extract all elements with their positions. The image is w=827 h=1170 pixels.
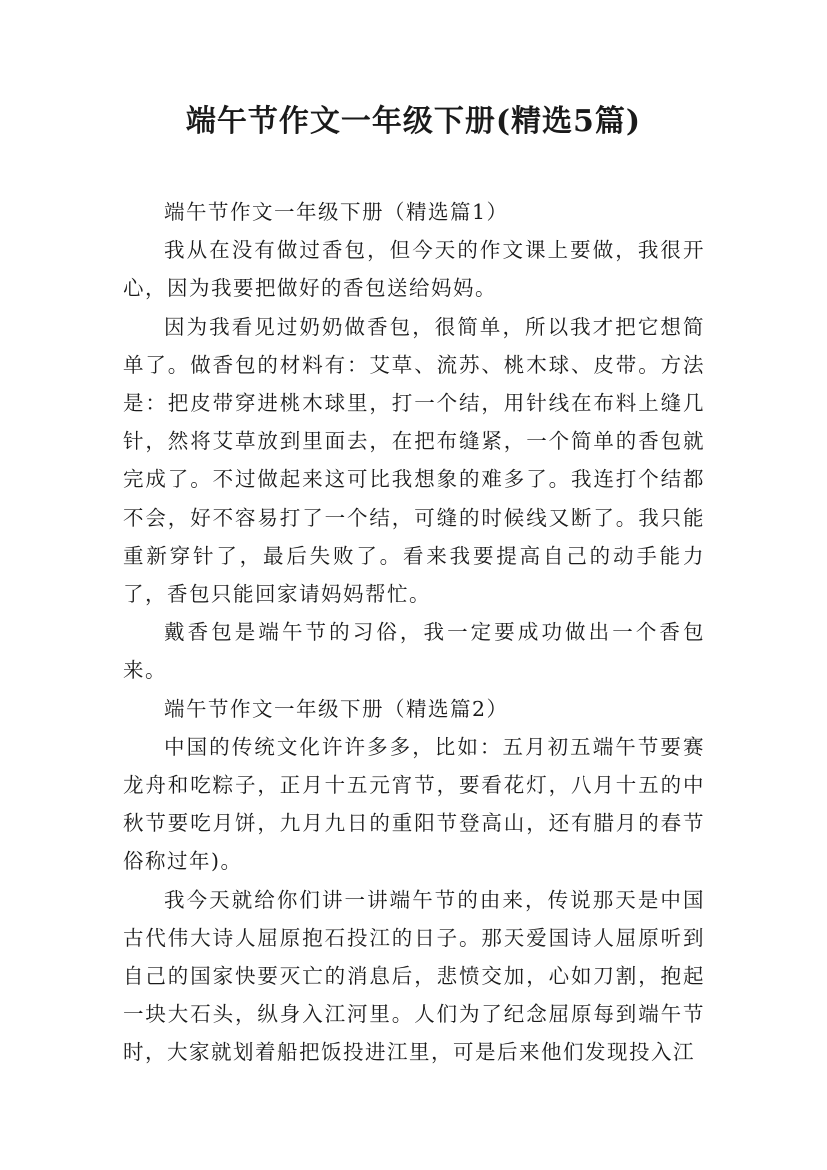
section-heading-1: 端午节作文一年级下册（精选篇1） (164, 200, 509, 224)
section-heading-2: 端午节作文一年级下册（精选篇2） (164, 696, 509, 721)
paragraph: 因为我看见过奶奶做香包，很简单，所以我才把它想简单了。做香包的材料有：艾草、流苏、桃木球、皮带。方法是：把皮带穿进桃木球里，打一个结，用针线在布料上缝几针，然将艾草放到里面去，在把布缝紧，一个简单的香包就完成了。不过做起来这可比我想象的难多了。我连打个结都不会，好不容易打了一个结，可缝的时候线又断了。我只能重新穿针了，最后失败了。看来我要提高自己的动手能力了，香包只能回家请妈妈帮忙。 (123, 314, 705, 607)
paragraph: 我从在没有做过香包，但今天的作文课上要做，我很开心，因为我要把做好的香包送给妈妈。 (123, 238, 705, 301)
paragraph: 戴香包是端午节的习俗，我一定要成功做出一个香包来。 (123, 620, 705, 683)
document-title: 端午节作文一年级下册(精选5篇) (185, 104, 642, 139)
paragraph: 中国的传统文化许许多多，比如：五月初五端午节要赛龙舟和吃粽子，正月十五元宵节，要看花灯，八月十五的中秋节要吃月饼，九月九日的重阳节登高山，还有腊月的春节俗称过年)。 (123, 734, 705, 874)
document-body (123, 193, 705, 1072)
paragraph: 我今天就给你们讲一讲端午节的由来，传说那天是中国古代伟大诗人屈原抱石投江的日子。那天爱国诗人屈原听到自己的国家快要灭亡的消息后，悲愤交加，心如刀割，抱起一块大石头，纵身入江河里。人们为了纪念屈原每到端午节时，大家就划着船把饭投进江里，可是后来他们发现投入江 (123, 887, 705, 1065)
